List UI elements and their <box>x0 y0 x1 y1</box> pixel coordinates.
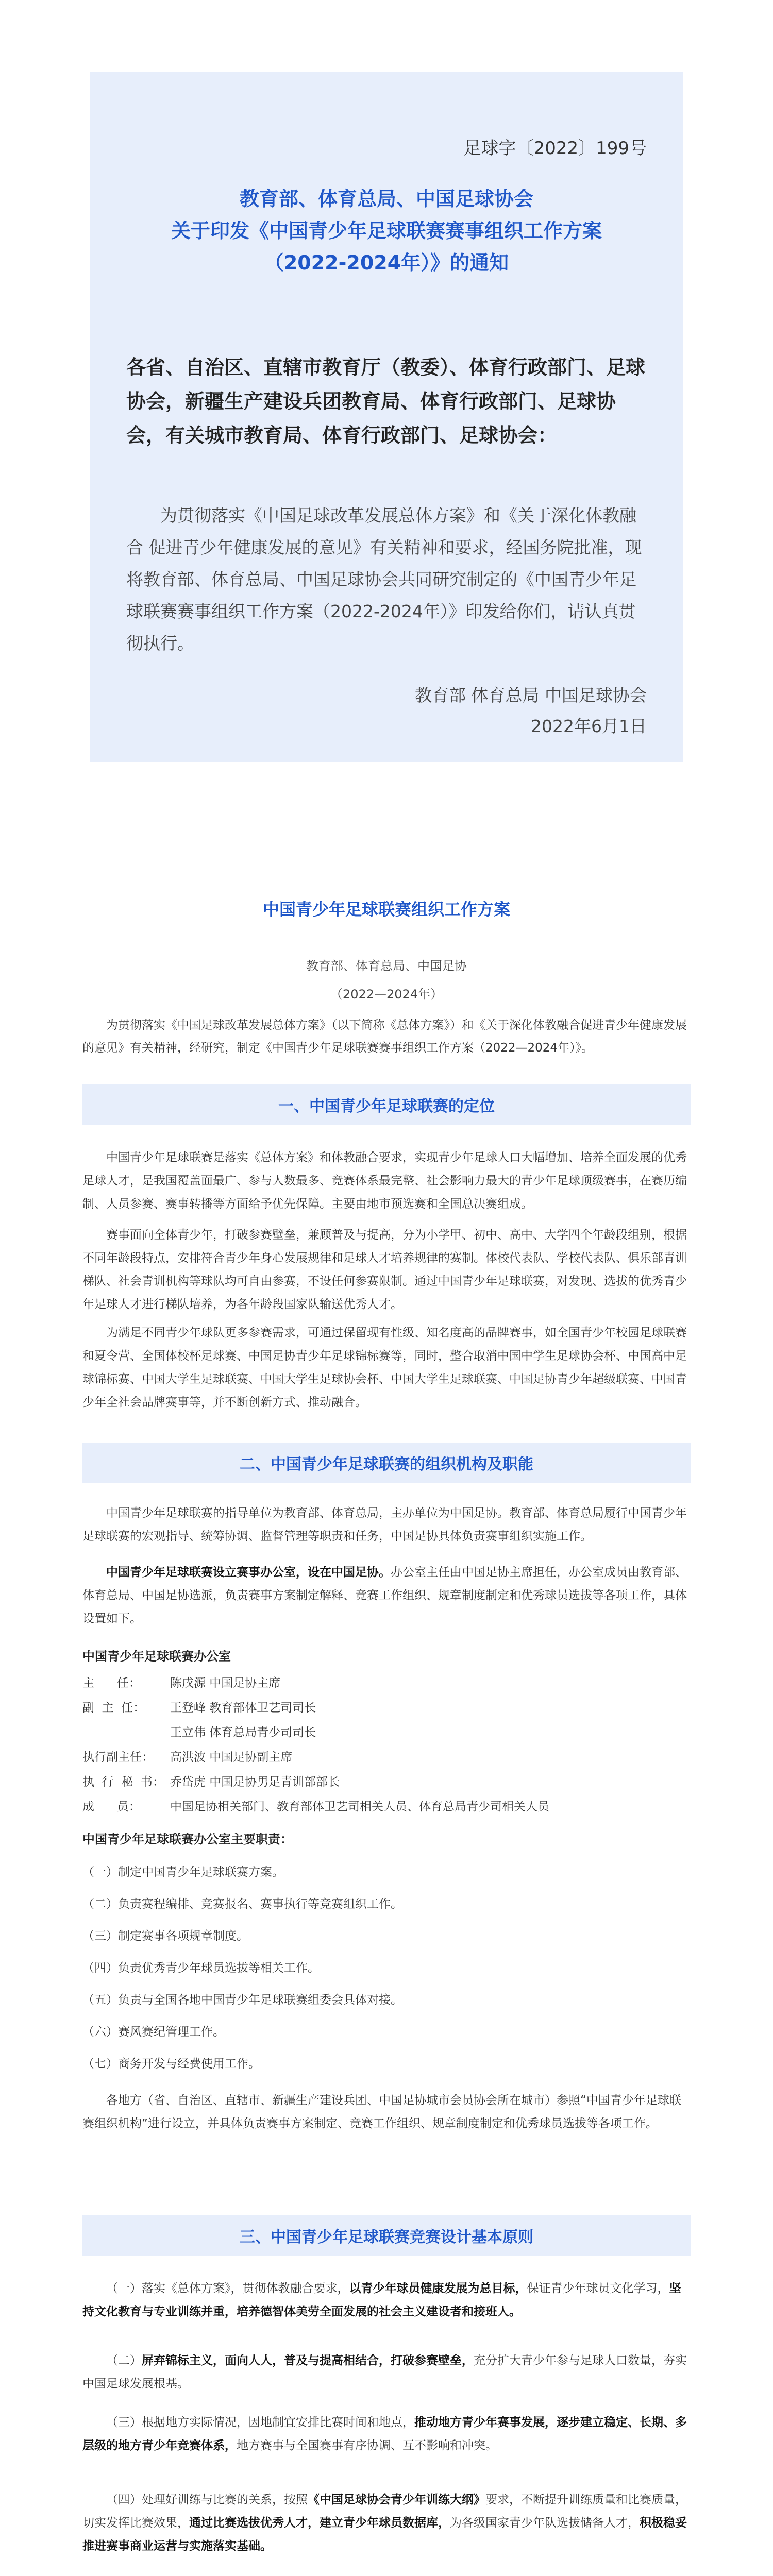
staff-row <box>82 1719 691 1743</box>
paragraph <box>82 1561 691 1631</box>
signatories: 教育部 体育总局 中国足球协会 <box>415 685 647 705</box>
notice-title-line: （2022-2024年）》的通知 <box>264 251 509 274</box>
office-title: 中国青少年足球联赛办公室 <box>82 1649 231 1664</box>
paragraph: 赛事面向全体青少年，打破参赛壁垒，兼顾普及与提高，分为小学甲、初中、高中、大学四个年龄段组别，根据不同年龄段特点，安排符合青少年身心发展规律和足球人才培养规律的赛制。体校代表队、学校代表队、俱乐部青训梯队、社会青训机构等球队均可自由参赛，不设任何参赛限制。通过中国青少年足球联赛，对发现、选拔的优秀青少年足球人才进行梯队培养，为各年龄段国家队输送优秀人才。 <box>82 1228 687 1311</box>
duties-title: 中国青少年足球联赛办公室主要职责： <box>82 1832 293 1846</box>
text: （三）根据地方实际情况，因地制宜安排比赛时间和地点， <box>106 2416 414 2429</box>
text: 保证青少年球员文化学习， <box>527 2282 669 2295</box>
notice-title <box>90 183 683 279</box>
section-heading: 三、中国青少年足球联赛竞赛设计基本原则 <box>82 2215 691 2256</box>
paragraph: 各地方（省、自治区、直辖市、新疆生产建设兵团、中国足协城市会员协会所在城市）参照“中国青少年足球联赛组织机构”进行设立，并具体负责赛事方案制定、竞赛工作组织、规章制度制定和优秀球员选拔等各项工作。 <box>82 2094 681 2130</box>
staff-role: 成 员： <box>82 1800 141 1814</box>
paragraph: 中国青少年足球联赛是落实《总体方案》和体教融合要求，实现青少年足球人口大幅增加、培养全面发展的优秀足球人才，是我国覆盖面最广、参与人数最多、竞赛体系最完整、社会影响力最大的青少年足球顶级赛事，在赛历编制、人员参赛、赛事转播等方面给予优先保障。主要由地市预选赛和全国总决赛组成。 <box>82 1151 687 1211</box>
staff-row <box>82 1694 691 1719</box>
duty-item: （二）负责赛程编排、竞赛报名、赛事执行等竞赛组织工作。 <box>82 1897 402 1911</box>
text: 地方赛事与全国赛事有序协调、互不影响和冲突。 <box>237 2439 497 2452</box>
staff-name: 高洪波 中国足协副主席 <box>170 1750 293 1764</box>
paragraph <box>82 2277 691 2324</box>
paragraph: 中国青少年足球联赛的指导单位为教育部、体育总局，主办单位为中国足协。教育部、体育总局履行中国青少年足球联赛的宏观指导、统筹协调、监督管理等职责和任务，中国足协具体负责赛事组织实施工作。 <box>82 1506 687 1543</box>
bold-text: 推动地方青少年赛事发展，逐步建立稳定、长期、多层级的地方青少年竞赛体系， <box>82 2416 687 2452</box>
text: （一）落实《总体方案》，贯彻体教融合要求， <box>106 2282 349 2295</box>
bold-text: 屏弃锦标主义，面向人人，普及与提高相结合，打破参赛壁垒， <box>142 2354 474 2367</box>
paragraph <box>82 2349 691 2396</box>
plan-issuers: 教育部、体育总局、中国足协 <box>306 959 467 973</box>
staff-row <box>82 1793 691 1818</box>
bold-text: 以青少年球员健康发展为总目标， <box>349 2282 527 2295</box>
notice-recipients: 各省、自治区、直辖市教育厅（教委）、体育行政部门、足球协会，新疆生产建设兵团教育局、体育行政部门、足球协会，有关城市教育局、体育行政部门、足球协会： <box>126 356 646 447</box>
staff-name: 中国足协相关部门、教育部体卫艺司相关人员、体育总局青少司相关人员 <box>170 1800 549 1814</box>
duty-item: （一）制定中国青少年足球联赛方案。 <box>82 1865 284 1879</box>
staff-role: 主 任： <box>82 1676 141 1690</box>
notice-card <box>90 72 683 762</box>
staff-name: 乔岱虎 中国足协男足青训部部长 <box>170 1775 340 1789</box>
notice-date: 2022年6月1日 <box>531 716 647 736</box>
bold-text: 积极稳妥推进赛事商业运营与实施落实基础。 <box>82 2516 687 2553</box>
staff-row <box>82 1743 691 1768</box>
text: 办公室主任由中国足协主席担任，办公室成员由教育部、体育总局、中国足协选派，负责赛事方案制定解释、竞赛工作组织、规章制度制定和优秀球员选拔等各项工作，具体设置如下。 <box>82 1566 687 1625</box>
notice-signature <box>415 680 647 742</box>
staff-name: 陈戌源 中国足协主席 <box>170 1676 281 1690</box>
bold-text: 《中国足球协会青少年训练大纲》 <box>308 2493 485 2506</box>
duty-item: （三）制定赛事各项规章制度。 <box>82 1929 248 1943</box>
bold-text: 坚持文化教育与专业训练并重，培养德智体美劳全面发展的社会主义建设者和接班人。 <box>82 2282 681 2318</box>
staff-row <box>82 1768 691 1793</box>
duty-item: （四）负责优秀青少年球员选拔等相关工作。 <box>82 1961 320 1975</box>
text: （四）处理好训练与比赛的关系，按照 <box>106 2493 308 2506</box>
staff-row <box>82 1669 691 1694</box>
staff-name: 王登峰 教育部体卫艺司司长 <box>170 1701 316 1715</box>
plan-intro: 为贯彻落实《中国足球改革发展总体方案》（以下简称《总体方案》）和《关于深化体教融合促进青少年健康发展的意见》有关精神，经研究，制定《中国青少年足球联赛赛事组织工作方案（2022—2024年）》。 <box>82 1019 687 1055</box>
notice-title-line: 关于印发《中国青少年足球联赛赛事组织工作方案 <box>171 219 602 242</box>
notice-body: 为贯彻落实《中国足球改革发展总体方案》和《关于深化体教融合 促进青少年健康发展的意见》有关精神和要求，经国务院批准，现将教育部、体育总局、中国足球协会共同研究制定的《中国青少年足球联赛赛事组织工作方案（2022-2024年）》印发给你们，请认真贯彻执行。 <box>126 505 642 653</box>
staff-name: 王立伟 体育总局青少司司长 <box>170 1725 316 1739</box>
text: 充分扩大青少年参与足球人口数量，夯实中国足球发展根基。 <box>82 2354 687 2391</box>
paragraph <box>82 2411 691 2458</box>
duty-item: （五）负责与全国各地中国青少年足球联赛组委会具体对接。 <box>82 1993 402 2007</box>
paragraph <box>82 2488 691 2558</box>
plan-title: 中国青少年足球联赛组织工作方案 <box>262 900 510 919</box>
duty-item: （七）商务开发与经费使用工作。 <box>82 2057 260 2071</box>
staff-role: 副 主 任： <box>82 1701 145 1715</box>
staff-role: 执行副主任： <box>82 1750 154 1764</box>
section-heading: 二、中国青少年足球联赛的组织机构及职能 <box>82 1443 691 1483</box>
staff-list <box>82 1669 691 1818</box>
section-heading: 一、中国青少年足球联赛的定位 <box>82 1084 691 1125</box>
paragraph: 为满足不同青少年球队更多参赛需求，可通过保留现有性级、知名度高的品牌赛事，如全国青少年校园足球联赛和夏令营、全国体校杯足球赛、中国足协青少年足球锦标赛等，同时，整合取消中国中学生足球协会杯、中国高中足球锦标赛、中国大学生足球联赛、中国大学生足球协会杯、中国大学生足球联赛、中国足协青少年超级联赛、中国青少年全社会品牌赛事等，并不断创新方式、推动融合。 <box>82 1326 687 1409</box>
duty-list <box>82 1855 691 2078</box>
notice-title-line: 教育部、体育总局、中国足球协会 <box>239 188 533 210</box>
bold-text: 通过比赛选拔优秀人才，建立青少年球员数据库， <box>189 2516 450 2530</box>
staff-role: 执 行 秘 书： <box>82 1775 164 1789</box>
text: （二） <box>106 2354 142 2367</box>
doc-number: 足球字〔2022〕199号 <box>463 138 647 159</box>
plan-period: （2022—2024年） <box>330 987 443 1002</box>
duty-item: （六）赛风赛纪管理工作。 <box>82 2025 225 2039</box>
text: 要求，不断提升训练质量和比赛质量，切实发挥比赛效果， <box>82 2493 687 2530</box>
bold-text: 中国青少年足球联赛设立赛事办公室，设在中国足协。 <box>106 1566 391 1579</box>
text: 为各级国家青少年队选拔储备人才， <box>450 2516 640 2530</box>
